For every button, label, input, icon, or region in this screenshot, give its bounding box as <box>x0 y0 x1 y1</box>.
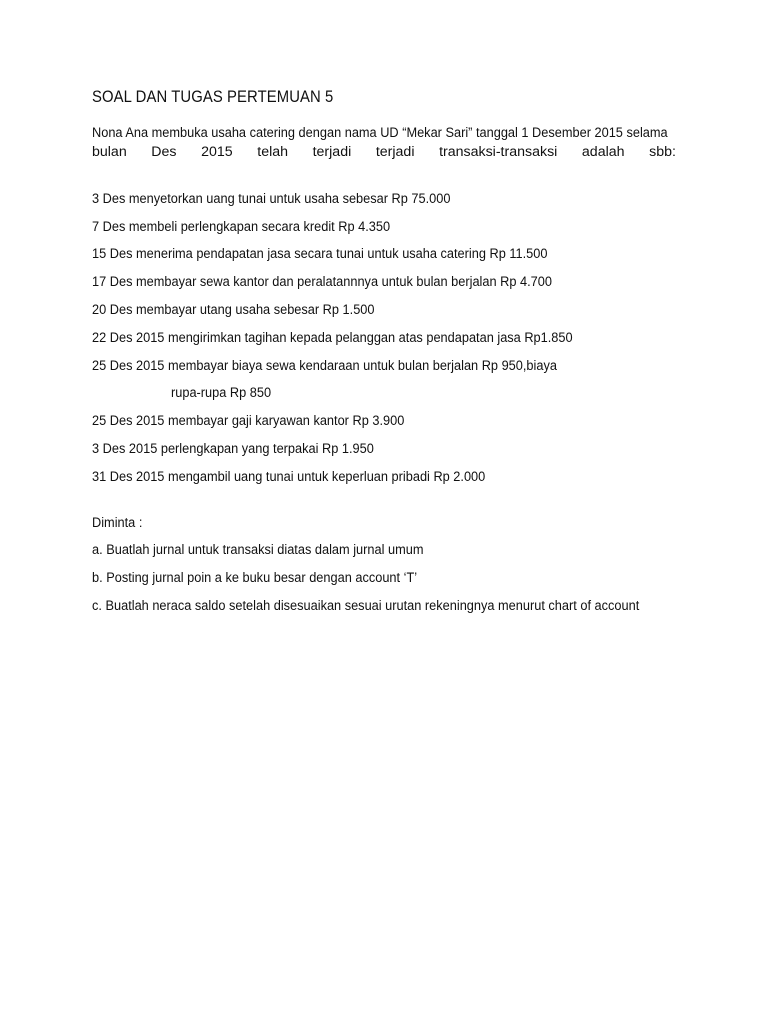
transaction-line: 3 Des 2015 perlengkapan yang terpakai Rp 1.950 <box>92 441 374 457</box>
requirement-item: a. Buatlah jurnal untuk transaksi diatas dalam jurnal umum <box>92 542 424 558</box>
intro-word: sbb: <box>649 144 676 160</box>
transaction-line: 3 Des menyetorkan uang tunai untuk usaha sebesar Rp 75.000 <box>92 191 451 207</box>
transaction-line: 31 Des 2015 mengambil uang tunai untuk keperluan pribadi Rp 2.000 <box>92 469 486 485</box>
transaction-line: 15 Des menerima pendapatan jasa secara tunai untuk usaha catering Rp 11.500 <box>92 246 548 262</box>
transaction-line: 25 Des 2015 membayar biaya sewa kendaraan untuk bulan berjalan Rp 950,biaya <box>92 358 557 374</box>
transaction-line: 22 Des 2015 mengirimkan tagihan kepada pelanggan atas pendapatan jasa Rp1.850 <box>92 330 573 346</box>
intro-word: terjadi <box>312 144 352 160</box>
intro-word: adalah <box>581 144 625 160</box>
transaction-line: 25 Des 2015 membayar gaji karyawan kantor Rp 3.900 <box>92 413 405 429</box>
intro-word: terjadi <box>375 144 415 160</box>
transaction-line: 20 Des membayar utang usaha sebesar Rp 1.500 <box>92 302 375 318</box>
intro-word: telah <box>257 144 289 160</box>
intro-line-2 <box>92 143 676 162</box>
intro-paragraph <box>92 124 676 162</box>
intro-word: bulan <box>92 144 127 160</box>
page-title: SOAL DAN TUGAS PERTEMUAN 5 <box>92 88 334 106</box>
intro-word: transaksi-transaksi <box>439 144 558 160</box>
requirement-item: c. Buatlah neraca saldo setelah disesuaikan sesuai urutan rekeningnya menurut chart of account <box>92 598 640 614</box>
transaction-continuation: rupa-rupa Rp 850 <box>171 385 272 401</box>
intro-word: 2015 <box>201 144 233 160</box>
diminta-label: Diminta : <box>92 515 143 531</box>
intro-word: Des <box>151 144 177 160</box>
requirement-item: b. Posting jurnal poin a ke buku besar dengan account ‘T’ <box>92 570 418 586</box>
transaction-line: 7 Des membeli perlengkapan secara kredit Rp 4.350 <box>92 219 391 235</box>
transaction-line: 17 Des membayar sewa kantor dan peralatannnya untuk bulan berjalan Rp 4.700 <box>92 274 552 290</box>
intro-line-1: Nona Ana membuka usaha catering dengan nama UD “Mekar Sari” tanggal 1 Desember 2015 selama <box>92 125 668 141</box>
